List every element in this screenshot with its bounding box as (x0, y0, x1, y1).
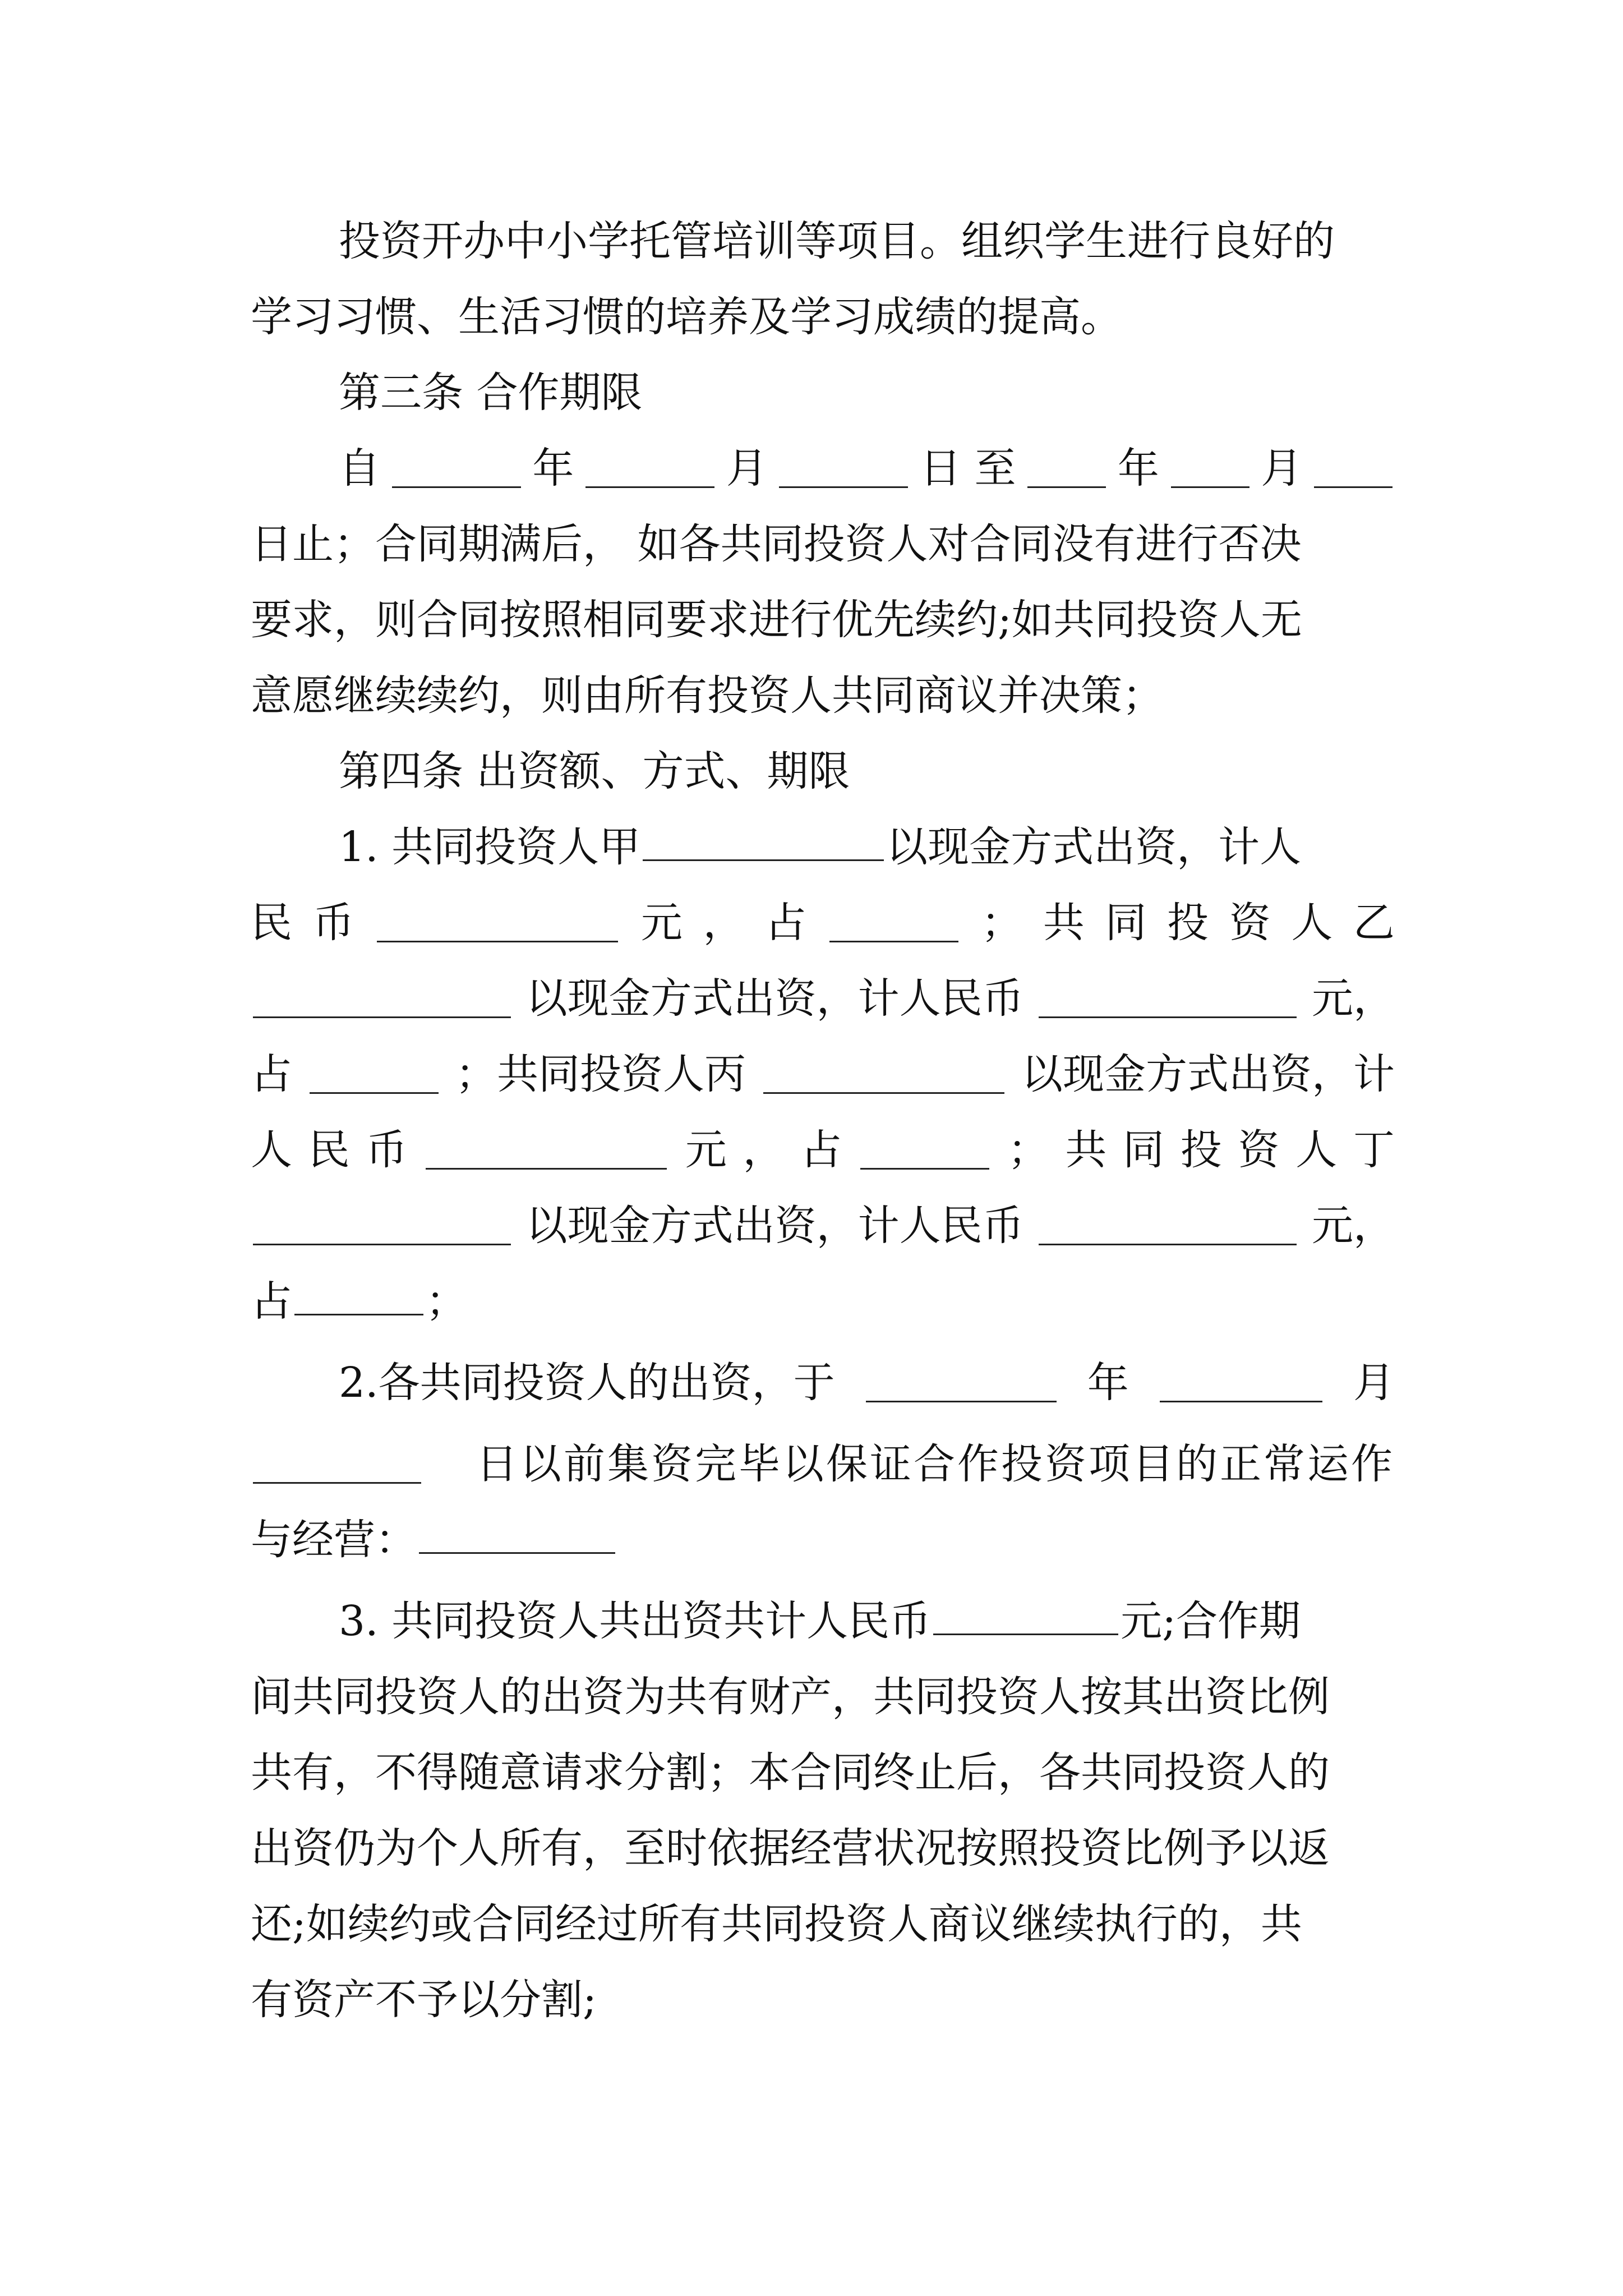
text-segment: 同 (1105, 899, 1147, 947)
text-segment: 占 (251, 1050, 292, 1098)
blank-field (763, 1055, 1004, 1094)
text-segment: 乙 (1353, 899, 1395, 947)
blank-field (779, 449, 908, 488)
blank-field (253, 979, 511, 1018)
section-heading-3: 第三条 合作期限 (339, 369, 643, 417)
blank-field (1171, 449, 1249, 488)
text-segment: ； (426, 1277, 467, 1326)
text-segment: 以现金方式出资，计人民币 (525, 1202, 1024, 1250)
paragraph-line: 还;如续约或合同经过所有共同投资人商议继续执行的，共 (251, 1900, 1302, 1948)
text-segment: ， (703, 899, 745, 947)
text-segment: 以现金方式出资，计人 (886, 823, 1302, 871)
text-segment: 共 (1043, 899, 1085, 947)
text-segment: 民 (308, 1126, 350, 1174)
text-segment: 月 (1353, 1359, 1395, 1407)
text-segment: ， (743, 1126, 785, 1174)
blank-field (585, 449, 714, 488)
text-segment: 日以前集资完毕以保证合作投资项目的正常运作 (476, 1440, 1395, 1488)
text-segment: 人 (251, 1126, 292, 1174)
blank-field (377, 903, 618, 942)
text-segment: 自 (339, 444, 380, 493)
blank-field (253, 1206, 511, 1245)
paragraph-line: 共有，不得随意请求分割；本合同终止后，各共同投资人的 (251, 1749, 1330, 1797)
blank-field (1039, 979, 1297, 1018)
text-segment: 币 (312, 899, 354, 947)
text-segment: 3. 共同投资人共出资共计人民币 (339, 1597, 932, 1645)
blank-field (310, 1055, 439, 1094)
blank-field (860, 1130, 989, 1170)
paragraph-line: 要求，则合同按照相同要求进行优先续约;如共同投资人无 (251, 596, 1302, 644)
text-segment: 元， (1311, 974, 1395, 1023)
investor-a-line (339, 811, 1395, 884)
text-segment: 投 (1180, 1126, 1222, 1174)
operation-line (251, 1503, 1395, 1576)
text-segment: 人 (1291, 899, 1333, 947)
text-segment: 元 (685, 1126, 727, 1174)
text-segment: 2.各共同投资人的出资，于 (339, 1359, 835, 1407)
blank-field (253, 1444, 421, 1484)
text-segment: 年 (1117, 444, 1159, 493)
blank-field (643, 822, 884, 861)
text-segment: 元;合作期 (1121, 1597, 1301, 1645)
paragraph-line: 学习习惯、生活习惯的培养及学习成绩的提高。 (251, 293, 1122, 341)
paragraph-line: 意愿继续续约，则由所有投资人共同商议并决策； (251, 671, 1164, 720)
paragraph-line: 日止；合同期满后， 如各共同投资人对合同没有进行否决 (251, 520, 1302, 568)
text-segment: 民 (251, 899, 292, 947)
blank-field (1039, 1206, 1297, 1245)
text-segment: 占 (800, 1126, 842, 1174)
funding-deadline-line (339, 1346, 1395, 1419)
contract-period-line (339, 432, 1395, 505)
text-segment: 投 (1167, 899, 1209, 947)
section-heading-4: 第四条 出资额、方式、期限 (339, 747, 850, 795)
paragraph-line: 间共同投资人的出资为共有财产，共同投资人按其出资比例 (251, 1673, 1330, 1721)
investor-b-line (251, 962, 1395, 1035)
investor-d-line (251, 1189, 1395, 1262)
text-segment: 年 (532, 444, 574, 493)
text-segment: 币 (366, 1126, 408, 1174)
text-segment: 以现金方式出资，计人民币 (525, 974, 1024, 1023)
total-investment-line (339, 1585, 1395, 1658)
text-segment: 月 (726, 444, 768, 493)
text-segment: 元 (640, 899, 683, 947)
blank-field (426, 1130, 667, 1170)
blank-field (829, 903, 958, 942)
investor-c-amount-line (251, 1114, 1395, 1186)
text-segment: 以现金方式出资，计 (1021, 1050, 1395, 1098)
text-segment: ；共同投资人丙 (455, 1050, 746, 1098)
text-segment: 资 (1238, 1126, 1280, 1174)
text-segment: 元， (1311, 1202, 1395, 1250)
blank-field (1160, 1363, 1322, 1402)
blank-field (933, 1596, 1118, 1635)
blank-field (1027, 449, 1106, 488)
text-segment: 年 (1087, 1359, 1129, 1407)
paragraph-line: 有资产不予以分割; (251, 1976, 597, 2024)
text-segment: ； (981, 899, 1023, 947)
text-segment: 人 (1295, 1126, 1338, 1174)
text-segment: 共 (1065, 1126, 1107, 1174)
text-segment: 同 (1123, 1126, 1165, 1174)
blank-field (419, 1515, 615, 1554)
blank-field (1314, 449, 1393, 488)
funding-deadline-line-2 (251, 1428, 1395, 1501)
paragraph-line: 出资仍为个人所有，至时依据经营状况按照投资比例予以返 (251, 1824, 1330, 1872)
blank-field (294, 1276, 423, 1315)
investor-c-line (251, 1038, 1395, 1111)
text-segment: 占 (765, 899, 807, 947)
investor-a-amount-line (251, 886, 1395, 959)
text-segment: 日 至 (920, 444, 1016, 493)
text-segment: 月 (1261, 444, 1303, 493)
blank-field (392, 449, 521, 488)
investor-d-share-line (251, 1265, 1395, 1338)
text-segment: 与经营： (251, 1516, 417, 1564)
text-segment: 资 (1229, 899, 1271, 947)
text-segment: 丁 (1353, 1126, 1395, 1174)
text-segment: 1. 共同投资人甲 (339, 823, 641, 871)
paragraph-line: 投资开办中小学托管培训等项目。组织学生进行良好的 (339, 217, 1335, 265)
blank-field (866, 1363, 1057, 1402)
text-segment: 占 (251, 1277, 292, 1326)
text-segment: ； (1007, 1126, 1049, 1174)
